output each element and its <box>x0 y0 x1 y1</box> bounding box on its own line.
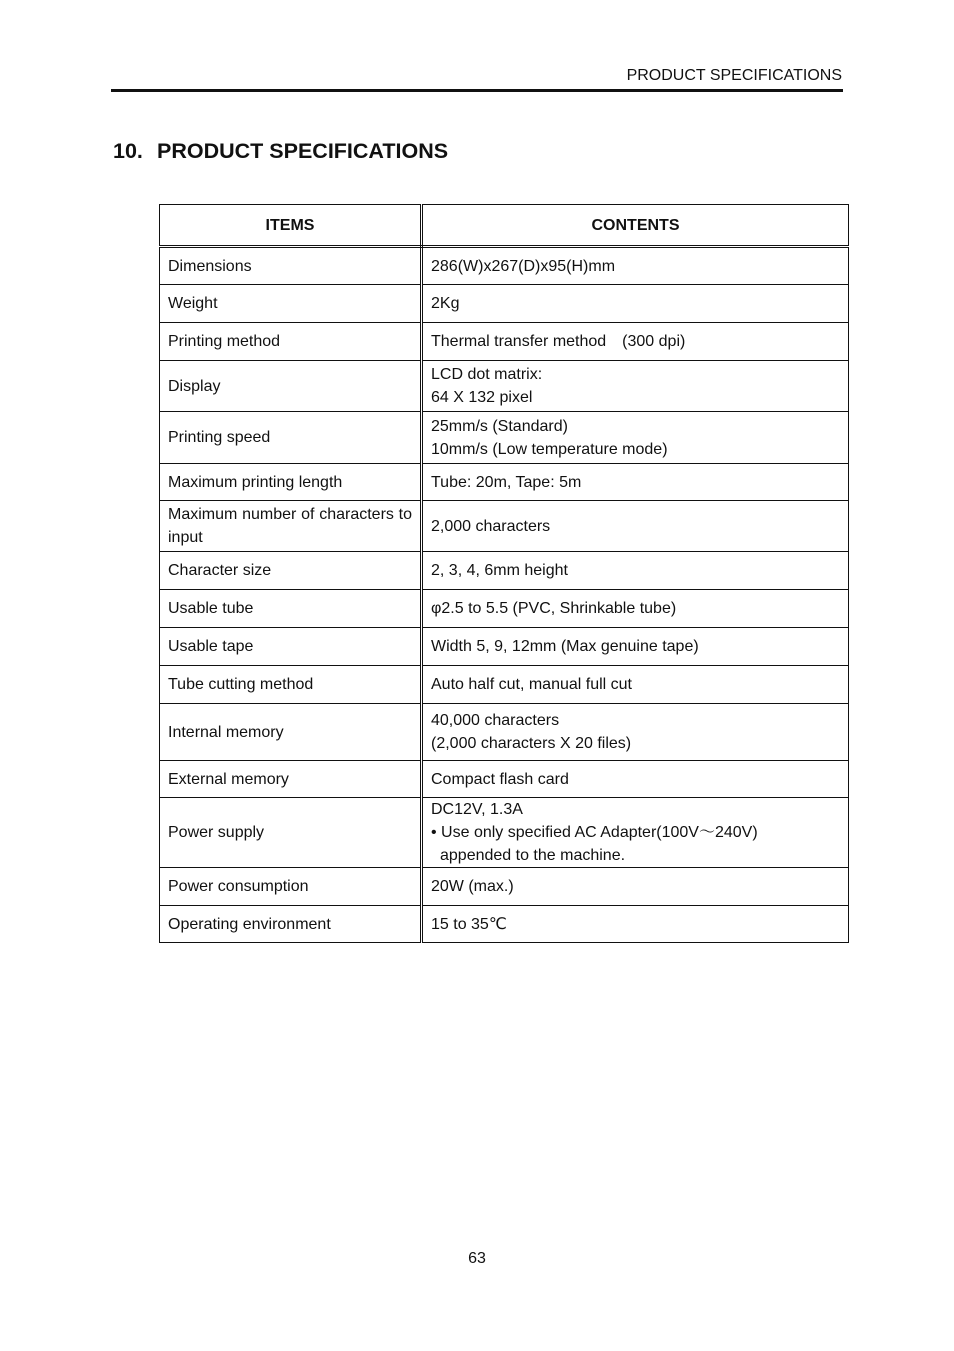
row-contents <box>422 798 849 868</box>
row-contents-line: 10mm/s (Low temperature mode) <box>431 440 668 458</box>
table-header-row <box>160 205 849 247</box>
row-item: Maximum number of characters to input <box>160 501 422 552</box>
table-row <box>160 868 849 906</box>
row-contents-line: 25mm/s (Standard) <box>431 417 568 435</box>
row-item: External memory <box>160 761 422 798</box>
row-contents: 15 to 35℃ <box>422 906 849 943</box>
table-row <box>160 552 849 590</box>
row-contents-line: LCD dot matrix: <box>431 366 543 383</box>
row-item: Maximum printing length <box>160 464 422 501</box>
row-item: Internal memory <box>160 704 422 761</box>
row-item: Printing speed <box>160 412 422 464</box>
table-row <box>160 464 849 501</box>
row-item: Printing method <box>160 323 422 361</box>
row-contents-line <box>431 844 840 867</box>
page-number: 63 <box>468 1250 486 1267</box>
table-row <box>160 412 849 464</box>
row-contents: 286(W)x267(D)x95(H)mm <box>422 247 849 285</box>
table-row <box>160 761 849 798</box>
table-row <box>160 590 849 628</box>
running-header: PRODUCT SPECIFICATIONS <box>626 67 842 84</box>
row-contents-line: 64 X 132 pixel <box>431 389 533 406</box>
row-item: Display <box>160 361 422 412</box>
table-row <box>160 906 849 943</box>
row-contents-continuation: appended to the machine. <box>440 847 626 864</box>
row-item: Character size <box>160 552 422 590</box>
row-contents-line: 40,000 characters <box>431 712 560 729</box>
row-item: Weight <box>160 285 422 323</box>
row-item: Tube cutting method <box>160 666 422 704</box>
row-contents-line: • Use only specified AC Adapter(100V～240V) <box>431 824 758 841</box>
table-row <box>160 666 849 704</box>
table-row <box>160 247 849 285</box>
column-header-contents: CONTENTS <box>422 205 849 247</box>
table-row <box>160 501 849 552</box>
section-title <box>113 137 448 165</box>
table-row <box>160 361 849 412</box>
row-contents-line: (2,000 characters X 20 files) <box>431 735 632 752</box>
row-contents: 2, 3, 4, 6mm height <box>422 552 849 590</box>
row-contents: Compact flash card <box>422 761 849 798</box>
row-item: Usable tape <box>160 628 422 666</box>
column-header-items: ITEMS <box>160 205 422 247</box>
row-item: Usable tube <box>160 590 422 628</box>
row-item: Operating environment <box>160 906 422 943</box>
row-contents: Width 5, 9, 12mm (Max genuine tape) <box>422 628 849 666</box>
header-rule <box>111 89 843 92</box>
table-row <box>160 798 849 868</box>
table-row <box>160 628 849 666</box>
table-row <box>160 285 849 323</box>
row-contents: Thermal transfer method (300 dpi) <box>422 323 849 361</box>
table-row <box>160 323 849 361</box>
table-row <box>160 704 849 761</box>
row-contents <box>422 361 849 412</box>
row-contents: φ2.5 to 5.5 (PVC, Shrinkable tube) <box>422 590 849 628</box>
section-number: 10. <box>113 139 143 163</box>
row-contents <box>422 704 849 761</box>
section-title-text: PRODUCT SPECIFICATIONS <box>157 139 449 163</box>
row-contents: 2Kg <box>422 285 849 323</box>
row-item: Power supply <box>160 798 422 868</box>
row-contents: 2,000 characters <box>422 501 849 552</box>
row-contents <box>422 412 849 464</box>
row-contents: Auto half cut, manual full cut <box>422 666 849 704</box>
row-item: Power consumption <box>160 868 422 906</box>
spec-table <box>159 204 849 943</box>
row-contents: Tube: 20m, Tape: 5m <box>422 464 849 501</box>
row-contents: 20W (max.) <box>422 868 849 906</box>
row-contents-line: DC12V, 1.3A <box>431 801 523 818</box>
row-item: Dimensions <box>160 247 422 285</box>
